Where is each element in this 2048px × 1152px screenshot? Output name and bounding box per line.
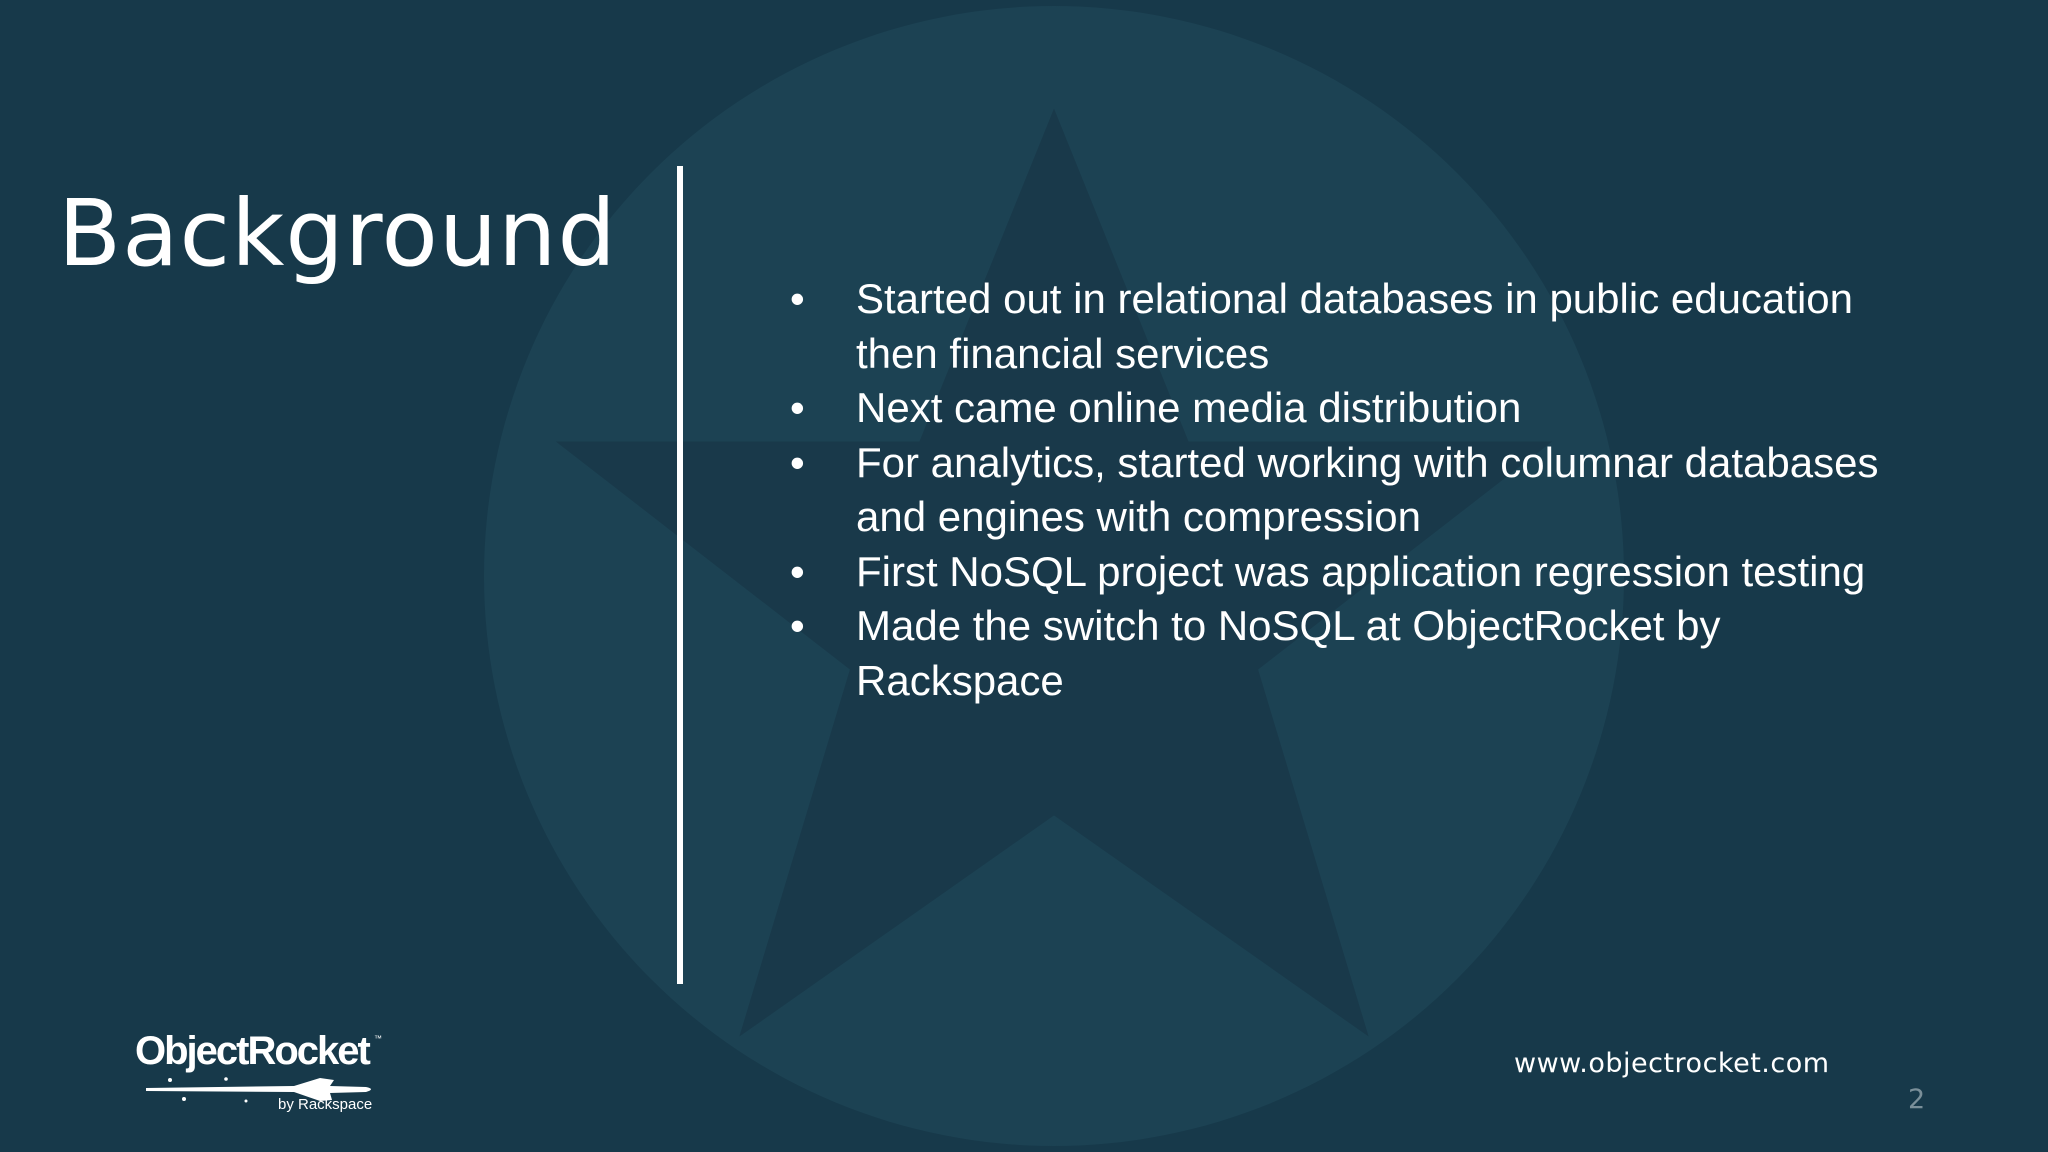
bullet-text: First NoSQL project was application regression testing bbox=[856, 547, 1866, 595]
page-number: 2 bbox=[1908, 1084, 1926, 1115]
logo-name: ObjectRocket bbox=[135, 1029, 369, 1073]
vertical-divider bbox=[677, 166, 683, 984]
bullet-item bbox=[790, 381, 1920, 436]
logo-subtitle: by Rackspace bbox=[278, 1096, 373, 1113]
bullet-item bbox=[790, 545, 1920, 600]
bullet-text: Started out in relational databases in public education then financial services bbox=[856, 275, 1854, 377]
bullet-marker: • bbox=[790, 438, 805, 486]
bullet-marker: • bbox=[790, 384, 805, 431]
bullet-text: Next came online media distribution bbox=[856, 384, 1522, 431]
bullet-marker: • bbox=[790, 275, 805, 322]
bullet-item bbox=[790, 599, 1920, 708]
bullet-text: For analytics, started working with columnar databases and engines with compression bbox=[856, 438, 1879, 540]
logo-trademark: ™ bbox=[374, 1034, 382, 1043]
bullet-list bbox=[790, 272, 1920, 708]
objectrocket-logo bbox=[132, 1026, 382, 1116]
bullet-item bbox=[790, 436, 1920, 545]
bullet-text: Made the switch to NoSQL at ObjectRocket by Rackspace bbox=[856, 602, 1721, 704]
bullet-marker: • bbox=[790, 547, 805, 595]
footer-url: www.objectrocket.com bbox=[1514, 1048, 1830, 1079]
bullet-marker: • bbox=[790, 602, 805, 649]
slide-title: Background bbox=[58, 180, 617, 287]
bullet-item bbox=[790, 272, 1920, 381]
